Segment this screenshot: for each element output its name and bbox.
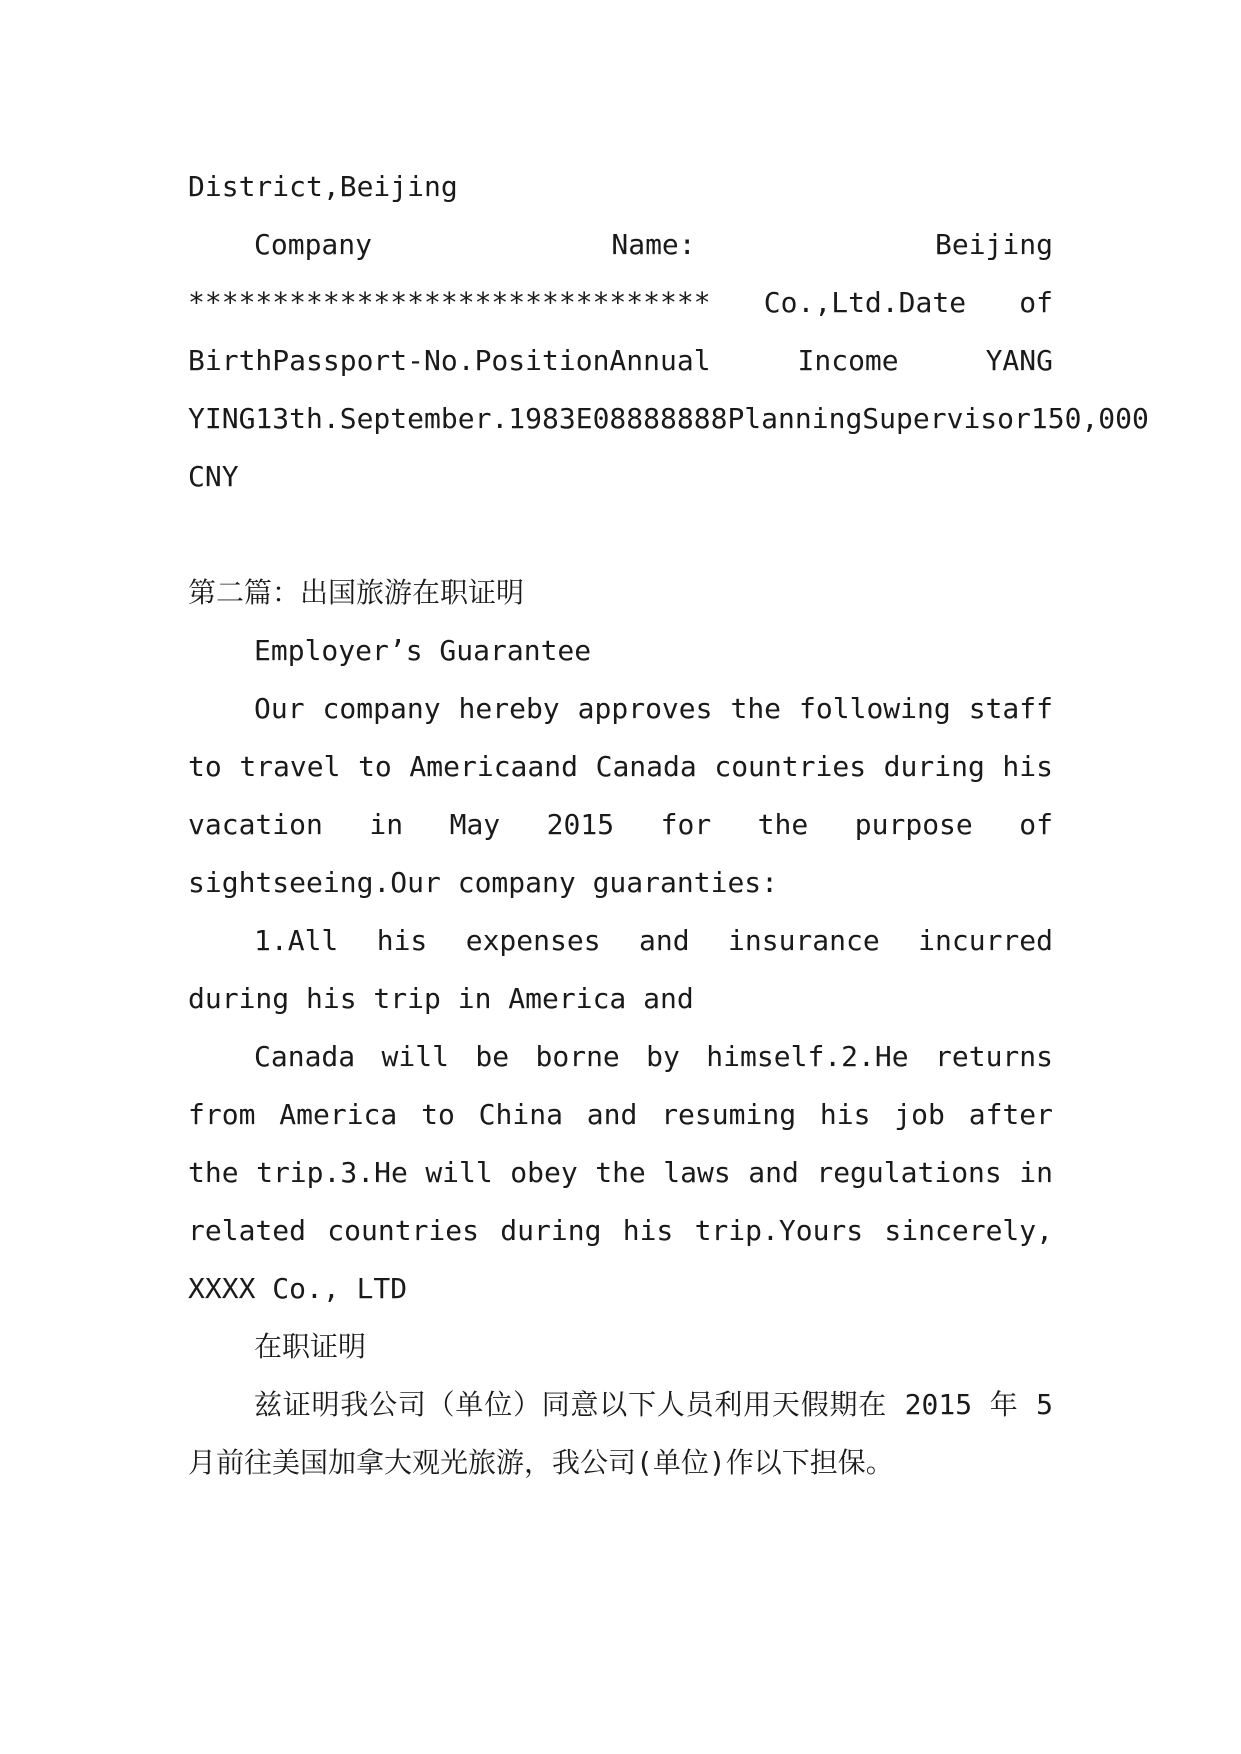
cn-certificate-paragraph: 兹证明我公司（单位）同意以下人员利用天假期在 2015 年 5 月前往美国加拿大观光旅游，我公司(单位)作以下担保。	[188, 1388, 1053, 1479]
section-heading: 第二篇：出国旅游在职证明	[188, 576, 525, 609]
district-line: District,Beijing	[188, 170, 458, 203]
guarantee-title: Employer’s Guarantee	[254, 634, 592, 667]
document-page	[188, 158, 1149, 1492]
guarantee-items-2-3: Canada will be borne by himself.2.He returns from America to China and resuming his job after the trip.3.He will obey the laws and regulations in related countries during his trip.Yours sincerely, XXXX Co., LTD	[188, 1040, 1053, 1305]
approval-paragraph: Our company hereby approves the following staff to travel to Americaand Canada countries during his vacation in May 2015 for the purpose of sightseeing.Our company guaranties:	[188, 692, 1053, 899]
cn-certificate-title: 在职证明	[254, 1330, 367, 1363]
company-info-paragraph: Company Name: Beijing ******************************* Co.,Ltd.Date of BirthPassport-No.PositionAnnual Income YANG YING13th.September.1983E08888888PlanningSupervisor150,000 CNY	[188, 228, 1149, 493]
guarantee-item-1: 1.All his expenses and insurance incurred during his trip in America and	[188, 924, 1053, 1015]
blank-line	[188, 506, 1053, 564]
